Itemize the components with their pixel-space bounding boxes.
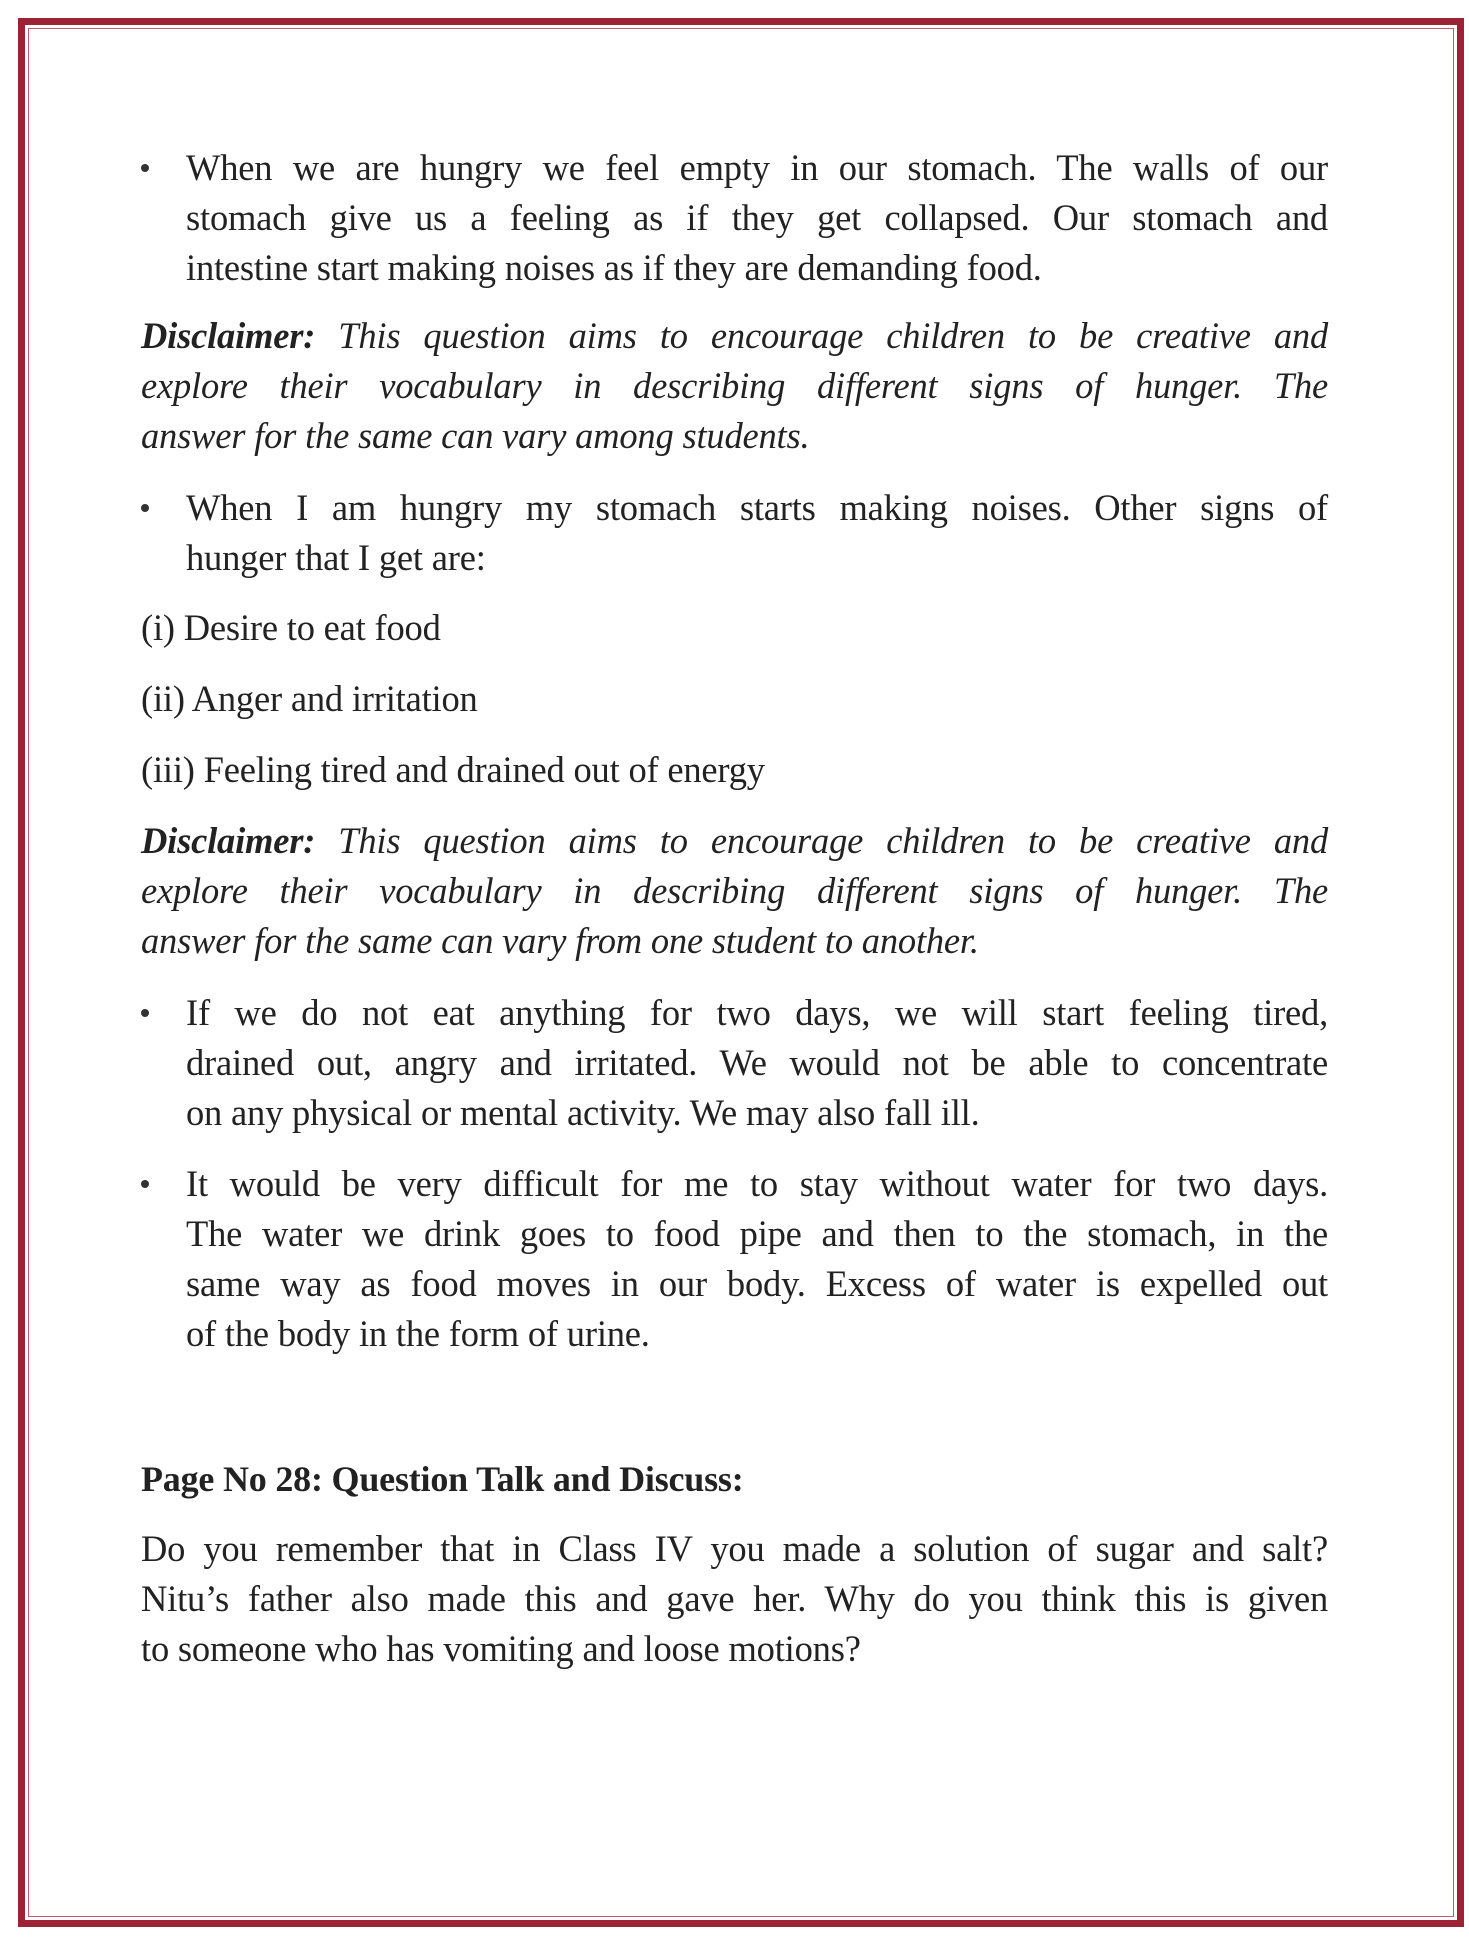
paragraph-line: If we do not eat anything for two days, we will start feeling tired, — [186, 992, 1328, 1033]
bullet-icon — [141, 164, 149, 172]
paragraph-line: of the body in the form of urine. — [186, 1313, 650, 1354]
paragraph-line: The water we drink goes to food pipe and then to the stomach, in the — [186, 1213, 1328, 1254]
list-item: (ii) Anger and irritation — [141, 678, 478, 719]
section-heading: Page No 28: Question Talk and Discuss: — [141, 1459, 744, 1499]
paragraph-line: answer for the same can vary from one student to another. — [141, 920, 979, 961]
paragraph-line: stomach give us a feeling as if they get collapsed. Our stomach and — [186, 197, 1328, 238]
paragraph-line: hunger that I get are: — [186, 537, 486, 578]
paragraph-line — [141, 311, 1328, 361]
disclaimer-label: Disclaimer: — [141, 315, 316, 356]
paragraph-line: Nitu’s father also made this and gave her. Why do you think this is given — [141, 1578, 1328, 1619]
paragraph-line: Do you remember that in Class IV you made a solution of sugar and salt? — [141, 1528, 1328, 1569]
disclaimer-text: This question aims to encourage children to be creative and — [315, 315, 1328, 356]
paragraph-line: When I am hungry my stomach starts making noises. Other signs of — [186, 487, 1328, 528]
paragraph-line: drained out, angry and irritated. We would not be able to concentrate — [186, 1042, 1328, 1083]
paragraph-line: It would be very difficult for me to stay without water for two days. — [186, 1163, 1328, 1204]
paragraph-line: same way as food moves in our body. Excess of water is expelled out — [186, 1263, 1328, 1304]
list-item: (i) Desire to eat food — [141, 607, 441, 648]
paragraph-line: intestine start making noises as if they are demanding food. — [186, 247, 1042, 288]
paragraph-line: explore their vocabulary in describing different signs of hunger. The — [141, 870, 1328, 911]
bullet-icon — [141, 504, 149, 512]
paragraph-line: explore their vocabulary in describing different signs of hunger. The — [141, 365, 1328, 406]
paragraph-line — [141, 816, 1328, 866]
paragraph-line: answer for the same can vary among students. — [141, 415, 810, 456]
paragraph-line: When we are hungry we feel empty in our stomach. The walls of our — [186, 147, 1328, 188]
bullet-icon — [141, 1180, 149, 1188]
disclaimer-text: This question aims to encourage children to be creative and — [315, 820, 1328, 861]
list-item: (iii) Feeling tired and drained out of energy — [141, 749, 765, 790]
paragraph-line: on any physical or mental activity. We may also fall ill. — [186, 1092, 980, 1133]
bullet-icon — [141, 1009, 149, 1017]
disclaimer-label: Disclaimer: — [141, 820, 316, 861]
paragraph-line: to someone who has vomiting and loose motions? — [141, 1628, 861, 1669]
